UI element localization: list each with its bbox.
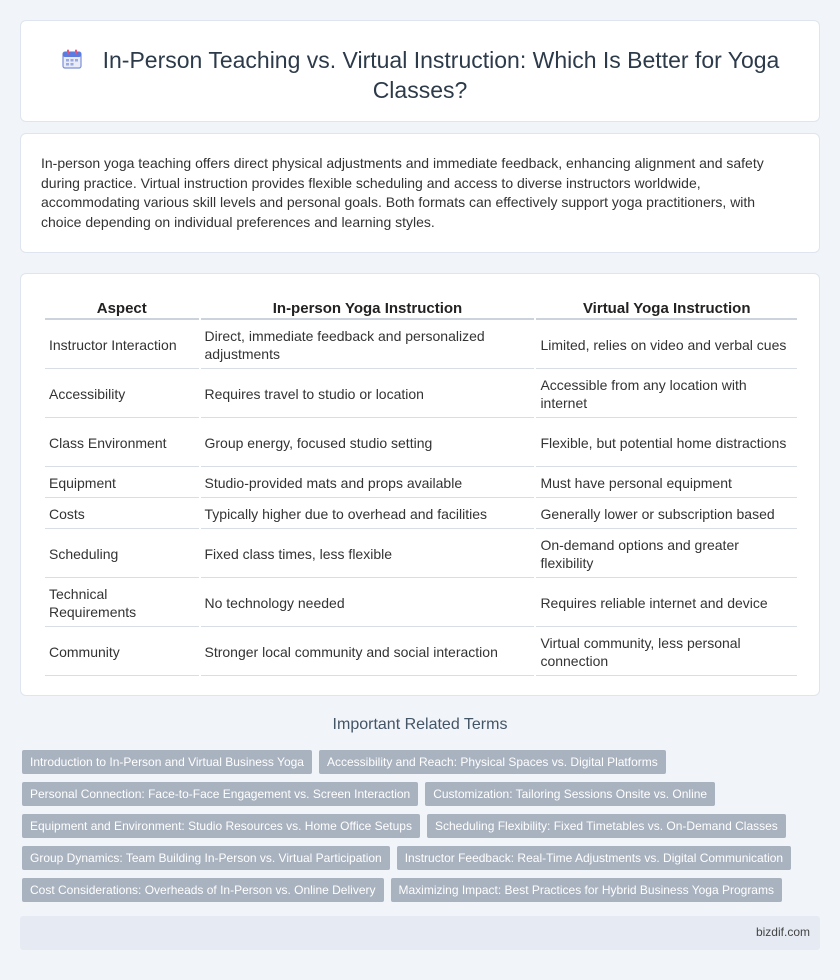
cell-virtual: Generally lower or subscription based xyxy=(536,500,797,529)
comparison-card xyxy=(20,273,820,696)
related-terms-title: Important Related Terms xyxy=(332,716,508,733)
summary-text: In-person yoga teaching offers direct physical adjustments and immediate feedback, enhancing alignment and safety during practice. Virtual instruction provides flexible scheduling and access to diverse instructors worldwide, accommodating various skill levels and personal goals. Both formats can effectively support yoga practitioners, with choice depending on individual preferences and learning styles. xyxy=(41,155,764,230)
comparison-table xyxy=(43,296,799,678)
header-in-person: In-person Yoga Instruction xyxy=(201,298,535,320)
header-aspect: Aspect xyxy=(45,298,199,320)
cell-in-person: Stronger local community and social interaction xyxy=(201,629,535,676)
cell-in-person: Group energy, focused studio setting xyxy=(201,420,535,467)
table-row xyxy=(45,420,797,467)
cell-virtual: Requires reliable internet and device xyxy=(536,580,797,627)
table-row xyxy=(45,629,797,676)
cell-virtual: Must have personal equipment xyxy=(536,469,797,498)
footer xyxy=(20,916,820,950)
table-row xyxy=(45,371,797,418)
related-term-tag[interactable]: Accessibility and Reach: Physical Spaces vs. Digital Platforms xyxy=(319,750,666,774)
related-term-tag[interactable]: Group Dynamics: Team Building In-Person vs. Virtual Participation xyxy=(22,846,390,870)
cell-in-person: Direct, immediate feedback and personalized adjustments xyxy=(201,322,535,369)
related-term-tag[interactable]: Scheduling Flexibility: Fixed Timetables vs. On-Demand Classes xyxy=(427,814,786,838)
table-row xyxy=(45,580,797,627)
table-row xyxy=(45,531,797,578)
table-row xyxy=(45,469,797,498)
title-wrap xyxy=(21,45,819,105)
footer-site-link[interactable]: bizdif.com xyxy=(755,925,810,939)
cell-aspect: Costs xyxy=(45,500,199,529)
cell-in-person: Fixed class times, less flexible xyxy=(201,531,535,578)
calendar-icon xyxy=(61,48,83,70)
cell-aspect: Class Environment xyxy=(45,420,199,467)
cell-in-person: Requires travel to studio or location xyxy=(201,371,535,418)
related-terms-list xyxy=(22,750,802,902)
header-virtual: Virtual Yoga Instruction xyxy=(536,298,797,320)
title-card xyxy=(20,20,820,122)
cell-virtual: Flexible, but potential home distractions xyxy=(536,420,797,467)
cell-aspect: Scheduling xyxy=(45,531,199,578)
related-term-tag[interactable]: Cost Considerations: Overheads of In-Person vs. Online Delivery xyxy=(22,878,384,902)
table-header-row xyxy=(45,298,797,320)
cell-aspect: Community xyxy=(45,629,199,676)
summary-card xyxy=(20,133,820,253)
related-term-tag[interactable]: Maximizing Impact: Best Practices for Hybrid Business Yoga Programs xyxy=(391,878,782,902)
cell-virtual: Limited, relies on video and verbal cues xyxy=(536,322,797,369)
related-term-tag[interactable]: Instructor Feedback: Real-Time Adjustments vs. Digital Communication xyxy=(397,846,791,870)
related-term-tag[interactable]: Equipment and Environment: Studio Resources vs. Home Office Setups xyxy=(22,814,420,838)
table-row xyxy=(45,500,797,529)
cell-virtual: On-demand options and greater flexibility xyxy=(536,531,797,578)
cell-in-person: Studio-provided mats and props available xyxy=(201,469,535,498)
cell-aspect: Instructor Interaction xyxy=(45,322,199,369)
table-row xyxy=(45,322,797,369)
page-title: In-Person Teaching vs. Virtual Instruction: Which Is Better for Yoga Classes? xyxy=(102,47,780,103)
cell-virtual: Virtual community, less personal connection xyxy=(536,629,797,676)
related-term-tag[interactable]: Customization: Tailoring Sessions Onsite vs. Online xyxy=(425,782,715,806)
cell-in-person: No technology needed xyxy=(201,580,535,627)
cell-aspect: Equipment xyxy=(45,469,199,498)
cell-aspect: Technical Requirements xyxy=(45,580,199,627)
related-term-tag[interactable]: Introduction to In-Person and Virtual Business Yoga xyxy=(22,750,312,774)
cell-aspect: Accessibility xyxy=(45,371,199,418)
cell-virtual: Accessible from any location with internet xyxy=(536,371,797,418)
related-term-tag[interactable]: Personal Connection: Face-to-Face Engagement vs. Screen Interaction xyxy=(22,782,418,806)
cell-in-person: Typically higher due to overhead and facilities xyxy=(201,500,535,529)
